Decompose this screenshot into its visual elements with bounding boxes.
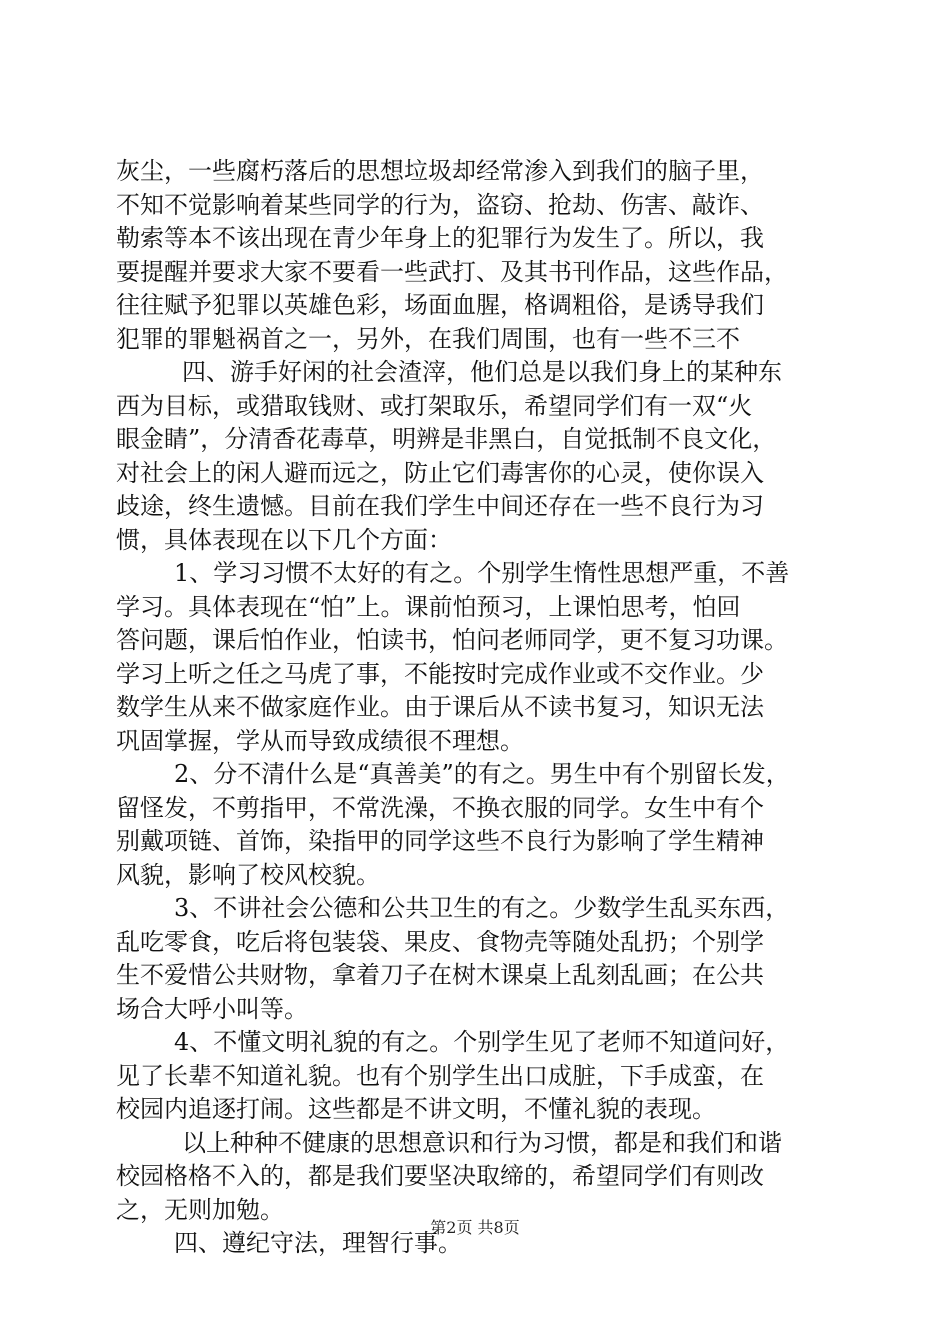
text-line: 歧途，终生遗憾。目前在我们学生中间还存在一些不良行为习 [116,492,764,520]
text-line: 眼金睛”，分清香花毒草，明辨是非黑白，自觉抵制不良文化， [116,425,777,453]
text-line: 风貌，影响了校风校貌。 [116,860,380,889]
text-line: 惯，具体表现在以下几个方面： [116,525,452,554]
text-line: 不知不觉影响着某些同学的行为，盗窃、抢劫、伤害、敲诈、 [116,190,764,219]
paragraph-start: 2、分不清什么是“真善美”的有之。男生中有个别留长发， [174,760,790,788]
text-line: 勒索等本不该出现在青少年身上的犯罪行为发生了。所以，我 [116,224,764,252]
text-line: 要提醒并要求大家不要看一些武打、及其书刊作品，这些作品， [116,257,788,286]
text-line: 往往赋予犯罪以英雄色彩，场面血腥，格调粗俗，是诱导我们 [116,291,764,319]
paragraph-start: 4、不懂文明礼貌的有之。个别学生见了老师不知道问好， [174,1028,790,1056]
page-number-footer: 第2页 共8页 [430,1218,520,1237]
text-line: 校园格格不入的，都是我们要坚决取缔的，希望同学们有则改 [116,1162,764,1190]
text-line: 对社会上的闲人避而远之，防止它们毒害你的心灵，使你误入 [116,458,764,487]
text-line: 数学生从来不做家庭作业。由于课后从不读书复习，知识无法 [116,693,764,721]
paragraph-start: 1、学习习惯不太好的有之。个别学生惰性思想严重，不善 [174,559,790,587]
text-line: 别戴项链、首饰，染指甲的同学这些不良行为影响了学生精神 [116,827,764,855]
paragraph-start: 四、游手好闲的社会渣滓，他们总是以我们身上的某种东 [182,358,782,386]
text-line: 学习上听之任之马虎了事，不能按时完成作业或不交作业。少 [116,659,764,688]
text-line: 乱吃零食，吃后将包装袋、果皮、食物壳等随处乱扔；个别学 [116,927,764,956]
text-line: 留怪发，不剪指甲，不常洗澡，不换衣服的同学。女生中有个 [116,793,764,822]
text-line: 场合大呼小叫等。 [116,994,308,1023]
section-heading: 四、遵纪守法，理智行事。 [174,1229,462,1257]
text-line: 校园内追逐打闹。这些都是不讲文明，不懂礼貌的表现。 [116,1095,716,1123]
text-line: 生不爱惜公共财物，拿着刀子在树木课桌上乱刻乱画；在公共 [116,961,764,989]
text-line: 之，无则加勉。 [116,1195,284,1224]
text-line: 见了长辈不知道礼貌。也有个别学生出口成脏，下手成蛮，在 [116,1061,764,1090]
text-line: 答问题，课后怕作业，怕读书，怕问老师同学，更不复习功课。 [116,626,788,654]
paragraph-start: 3、不讲社会公德和公共卫生的有之。少数学生乱买东西， [174,894,790,922]
text-line: 灰尘，一些腐朽落后的思想垃圾却经常渗入到我们的脑子里， [116,157,764,185]
text-line: 学习。具体表现在“怕”上。课前怕预习，上课怕思考，怕回 [116,592,741,621]
paragraph-start: 以上种种不健康的思想意识和行为习惯，都是和我们和谐 [182,1128,782,1157]
document-body [116,155,842,1261]
text-line: 犯罪的罪魁祸首之一，另外，在我们周围，也有一些不三不 [116,324,740,353]
text-line: 巩固掌握，学从而导致成绩很不理想。 [116,726,524,755]
text-line: 西为目标，或猎取钱财、或打架取乐，希望同学们有一双“火 [116,391,753,420]
